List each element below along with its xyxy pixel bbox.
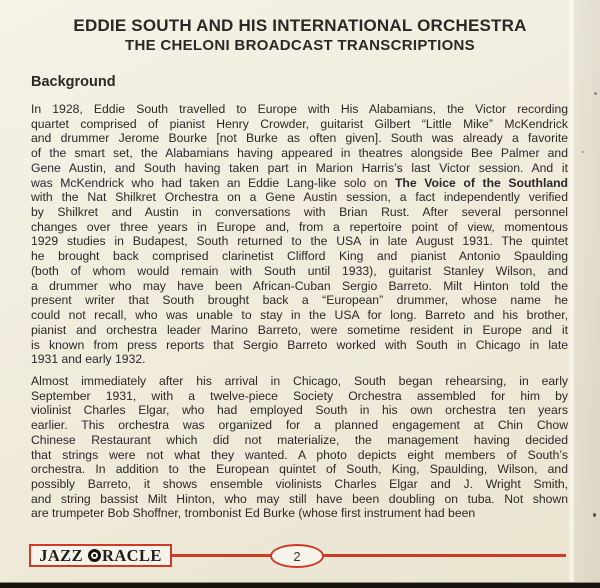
text-line: September 1931, with a twelve-piece Society Orchestra assembled for him by: [31, 388, 568, 403]
section-heading: Background: [31, 74, 116, 90]
paragraph: [31, 102, 568, 367]
page-edge-right: [574, 0, 600, 588]
body-text: [31, 102, 568, 521]
bottom-scan-edge: [0, 582, 600, 588]
vinyl-record-icon: [88, 549, 101, 562]
text-line: (both of whom would remain with South until 1933), guitarist Stanley Wilson, and: [31, 263, 568, 278]
text-line: changes over three years in Europe and, from a repertoire point of view, momentous: [31, 219, 568, 234]
scan-speck: [594, 92, 597, 95]
jazz-oracle-logo: [29, 544, 172, 567]
text-line: orchestra. In addition to the European quintet of South, King, Spaulding, Wilson, and: [31, 462, 568, 477]
text-line: possibly Barreto, it shows ensemble violinists Charles Elgar and J. Wright Smith,: [31, 476, 568, 491]
text-line: is known from press reports that Sergio Barreto worked with South in Chicago in late: [31, 337, 568, 352]
text-line: and string bassist Milt Hinton, who may still have been doubling on tuba. Not shown: [31, 491, 568, 506]
text-line: that strings were not what they wanted. A photo depicts eight members of South’s: [31, 447, 568, 462]
text-line: present writer that South brought back a “European” drummer, whose name he: [31, 293, 568, 308]
page-number-badge: [270, 544, 324, 568]
text-line: 1929 studies in Budapest, South returned to the USA in late August 1931. The quintet: [31, 234, 568, 249]
text-line: with the Nat Shilkret Orchestra on a Gene Austin session, a fact independently verified: [31, 190, 568, 205]
album-title: EDDIE SOUTH AND HIS INTERNATIONAL ORCHESTRA: [73, 16, 527, 35]
text-line: Gene Austin, and South having taken part in Marion Harris’s last Victor session. And it: [31, 160, 568, 175]
text-line: pianist and orchestra leader Marino Barreto, were sometime resident in Europe and it: [31, 322, 568, 337]
text-line: of the smart set, the Alabamians having appeared in theatres alongside Bee Palmer and: [31, 146, 568, 161]
paragraph: [31, 374, 568, 521]
text-line: In 1928, Eddie South travelled to Europe with His Alabamians, the Victor recording: [31, 102, 568, 116]
text-line: violinist Charles Elgar, who had employed South in his own orchestra ten years: [31, 403, 568, 418]
page-number: 2: [293, 548, 301, 564]
text-line: was McKendrick who had taken an Eddie Lang-like solo on The Voice of the Southland: [31, 175, 568, 190]
logo-text-oracle: RACLE: [102, 545, 162, 565]
footer-rule: [171, 554, 566, 557]
page-edge-highlight: [569, 0, 574, 588]
text-line: could not recall, who was unable to stay in the USA for long. Barreto and his brother,: [31, 308, 568, 323]
text-line: Almost immediately after his arrival in Chicago, South began rehearsing, in early: [31, 373, 568, 388]
text-line: earlier. This orchestra was organized for a planned engagement at Chin Chow: [31, 418, 568, 433]
text-line: and drummer Jerome Bourke [not Burke as often given]. South was already a favorite: [31, 131, 568, 146]
text-line: quartet comprised of pianist Henry Crowder, guitarist Gilbert “Little Mike” McKendrick: [31, 116, 568, 131]
album-subtitle: THE CHELONI BROADCAST TRANSCRIPTIONS: [125, 37, 475, 54]
text-line: are trumpeter Bob Shoffner, trombonist Ed Burke (whose first instrument had been: [31, 506, 476, 521]
text-line: 1931 and early 1932.: [31, 352, 146, 367]
text-line: by Shilkret and Austin in conversations with Brian Rust. After several personnel: [31, 205, 568, 220]
scan-speck: [593, 513, 596, 517]
scan-speck: [582, 151, 584, 153]
logo-text-jazz: JAZZ: [39, 545, 83, 565]
text-line: a drummer who may have been African-Cuban Sergio Barreto. Milt Hinton told the: [31, 278, 568, 293]
text-line: Chinese Restaurant which did not materialize, the management having decided: [31, 432, 568, 447]
text-line: he brought back comprised clarinetist Clifford King and pianist Antonio Spaulding: [31, 249, 568, 264]
header: [0, 16, 600, 54]
